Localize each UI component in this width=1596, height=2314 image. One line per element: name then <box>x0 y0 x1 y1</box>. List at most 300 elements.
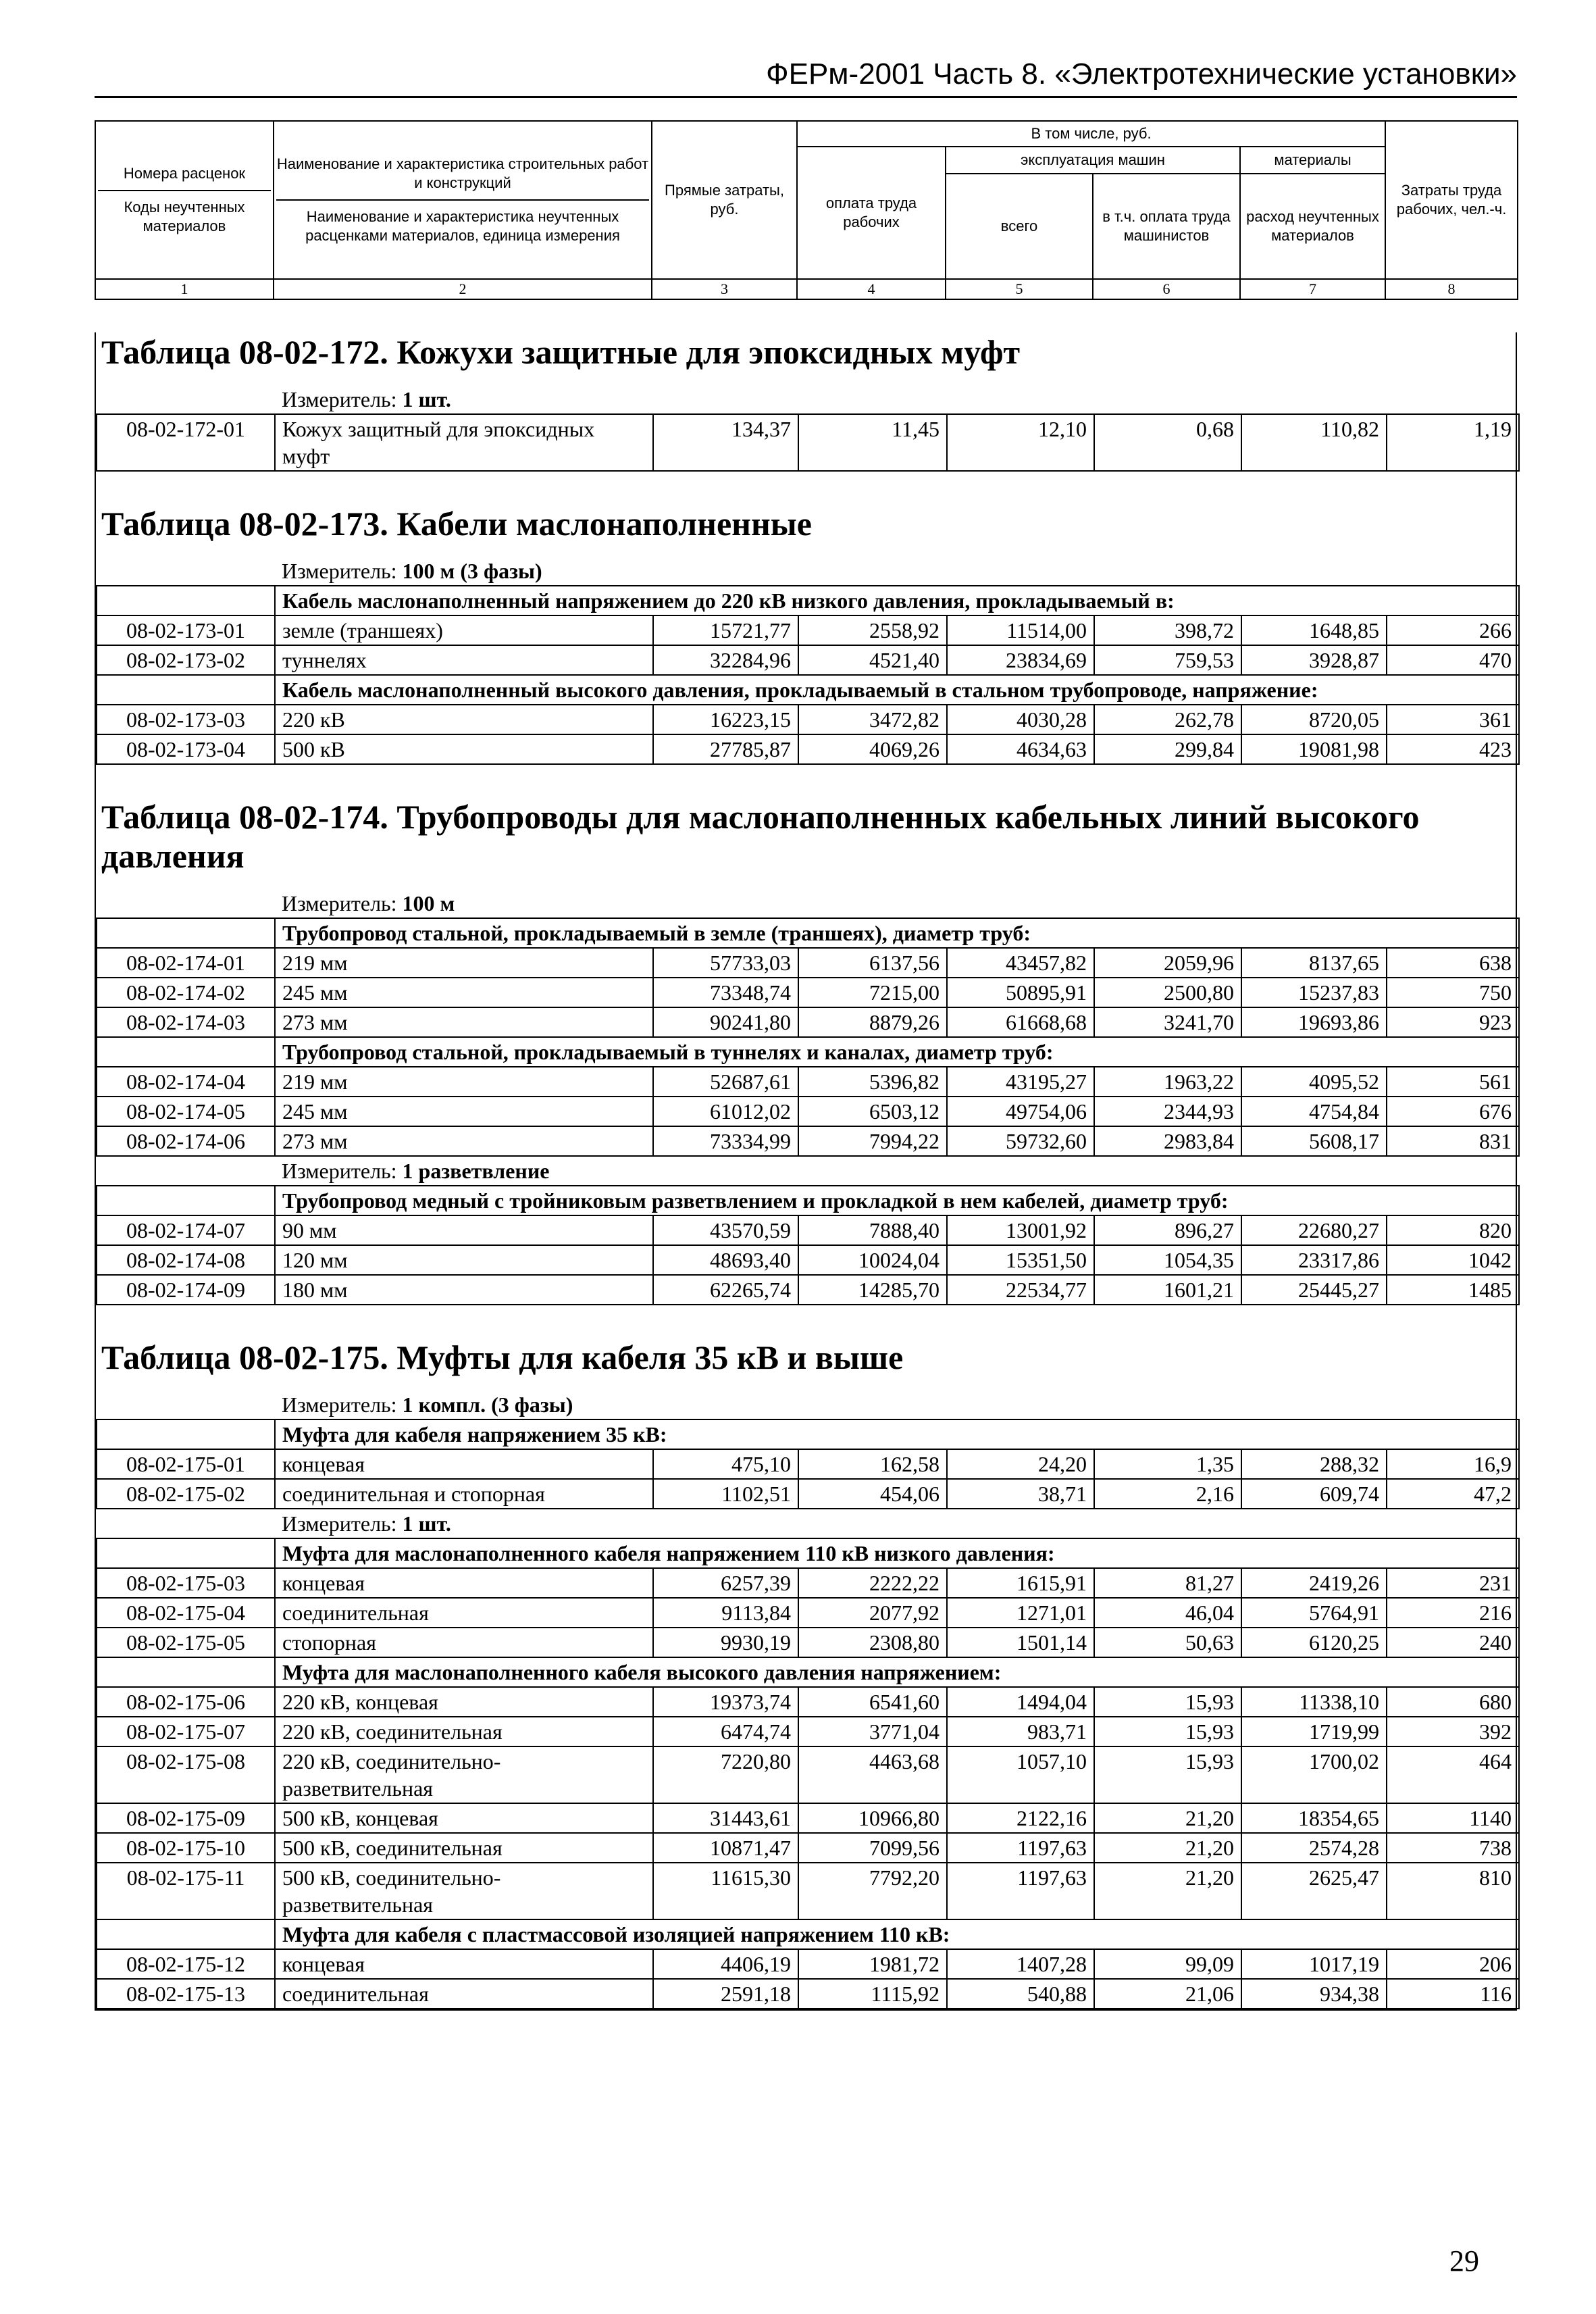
rate-code: 08-02-173-04 <box>97 734 275 764</box>
work-name: соединительная <box>275 1979 653 2009</box>
work-name: 120 мм <box>275 1245 653 1275</box>
cost-value: 12,10 <box>947 414 1094 471</box>
cost-value: 1407,28 <box>947 1949 1094 1979</box>
rate-code: 08-02-175-12 <box>97 1949 275 1979</box>
col-header-2: Наименование и характеристика строительных работ и конструкций Наименование и характеристика неучтенных расценками материалов, единица измерения <box>274 121 652 279</box>
cost-value: 116 <box>1387 1979 1519 2009</box>
rates-table <box>96 1390 1520 2009</box>
cost-value: 43195,27 <box>947 1067 1094 1097</box>
cost-value: 1601,21 <box>1094 1275 1241 1305</box>
cost-value: 21,20 <box>1094 1833 1241 1863</box>
group-spacer <box>97 1538 275 1568</box>
rate-code: 08-02-174-01 <box>97 948 275 978</box>
cost-value: 398,72 <box>1094 615 1241 645</box>
cost-value: 7888,40 <box>798 1215 947 1245</box>
cost-value: 3241,70 <box>1094 1007 1241 1037</box>
cost-value: 1615,91 <box>947 1568 1094 1598</box>
cost-value: 1,35 <box>1094 1449 1241 1479</box>
cost-value: 21,20 <box>1094 1803 1241 1833</box>
work-name: 220 кВ, соединительно-разветвительная <box>275 1746 653 1803</box>
table-row <box>97 1097 1519 1126</box>
work-name: стопорная <box>275 1628 653 1657</box>
cost-value: 1700,02 <box>1241 1746 1387 1803</box>
cost-value: 1,19 <box>1387 414 1519 471</box>
cost-value: 262,78 <box>1094 705 1241 734</box>
rate-code: 08-02-174-07 <box>97 1215 275 1245</box>
cost-value: 1981,72 <box>798 1949 947 1979</box>
work-name: 500 кВ <box>275 734 653 764</box>
measure-spacer <box>97 1156 275 1186</box>
group-heading-row <box>97 1037 1519 1067</box>
cost-value: 15,93 <box>1094 1717 1241 1746</box>
cost-value: 4634,63 <box>947 734 1094 764</box>
cost-value: 31443,61 <box>653 1803 798 1833</box>
rate-code: 08-02-172-01 <box>97 414 275 471</box>
cost-value: 52687,61 <box>653 1067 798 1097</box>
measure-unit <box>275 1390 1519 1419</box>
cost-value: 16223,15 <box>653 705 798 734</box>
cost-value: 19373,74 <box>653 1687 798 1717</box>
cost-value: 750 <box>1387 978 1519 1007</box>
cost-value: 231 <box>1387 1568 1519 1598</box>
cost-value: 470 <box>1387 645 1519 675</box>
table-row <box>97 1628 1519 1657</box>
cost-value: 206 <box>1387 1949 1519 1979</box>
measure-value: 1 разветвление <box>402 1159 550 1183</box>
measure-unit <box>275 557 1519 586</box>
cost-value: 8720,05 <box>1241 705 1387 734</box>
cost-value: 1102,51 <box>653 1479 798 1509</box>
col-header-5: всего <box>946 174 1093 279</box>
work-name: земле (траншеях) <box>275 615 653 645</box>
rate-code: 08-02-173-02 <box>97 645 275 675</box>
rate-code: 08-02-175-02 <box>97 1479 275 1509</box>
table-row <box>97 705 1519 734</box>
cost-value: 2558,92 <box>798 615 947 645</box>
cost-value: 6257,39 <box>653 1568 798 1598</box>
cost-value: 454,06 <box>798 1479 947 1509</box>
cost-value: 7215,00 <box>798 978 947 1007</box>
table-row <box>97 645 1519 675</box>
work-name: 273 мм <box>275 1007 653 1037</box>
cost-value: 11615,30 <box>653 1863 798 1919</box>
cost-value: 27785,87 <box>653 734 798 764</box>
group-heading: Муфта для маслонаполненного кабеля напряжением 110 кВ низкого давления: <box>275 1538 1519 1568</box>
cost-value: 11514,00 <box>947 615 1094 645</box>
cost-value: 15237,83 <box>1241 978 1387 1007</box>
cost-value: 8879,26 <box>798 1007 947 1037</box>
cost-value: 934,38 <box>1241 1979 1387 2009</box>
cost-value: 50,63 <box>1094 1628 1241 1657</box>
table-row <box>97 1833 1519 1863</box>
cost-value: 1485 <box>1387 1275 1519 1305</box>
column-header-table <box>95 120 1518 300</box>
rate-code: 08-02-174-02 <box>97 978 275 1007</box>
cost-value: 11338,10 <box>1241 1687 1387 1717</box>
cost-value: 61668,68 <box>947 1007 1094 1037</box>
work-name: 220 кВ, концевая <box>275 1687 653 1717</box>
col-header-1: Номера расценок Коды неучтенных материалов <box>95 121 274 279</box>
cost-value: 3771,04 <box>798 1717 947 1746</box>
cost-value: 2983,84 <box>1094 1126 1241 1156</box>
measure-value: 1 компл. (3 фазы) <box>402 1392 573 1417</box>
page-number: 29 <box>1449 2244 1479 2278</box>
cost-value: 15,93 <box>1094 1687 1241 1717</box>
table-row <box>97 948 1519 978</box>
rate-code: 08-02-174-04 <box>97 1067 275 1097</box>
group-heading-row <box>97 918 1519 948</box>
measure-spacer <box>97 385 275 414</box>
cost-value: 738 <box>1387 1833 1519 1863</box>
cost-value: 2344,93 <box>1094 1097 1241 1126</box>
cost-value: 24,20 <box>947 1449 1094 1479</box>
cost-value: 19081,98 <box>1241 734 1387 764</box>
cost-value: 10871,47 <box>653 1833 798 1863</box>
table-row <box>97 1067 1519 1097</box>
work-name: соединительная и стопорная <box>275 1479 653 1509</box>
cost-value: 134,37 <box>653 414 798 471</box>
cost-value: 1115,92 <box>798 1979 947 2009</box>
col-number: 6 <box>1093 279 1240 299</box>
col-number: 7 <box>1240 279 1385 299</box>
rate-code: 08-02-173-03 <box>97 705 275 734</box>
cost-value: 57733,03 <box>653 948 798 978</box>
cost-value: 6120,25 <box>1241 1628 1387 1657</box>
cost-value: 1501,14 <box>947 1628 1094 1657</box>
work-name: 219 мм <box>275 1067 653 1097</box>
cost-value: 983,71 <box>947 1717 1094 1746</box>
cost-value: 49754,06 <box>947 1097 1094 1126</box>
cost-value: 1042 <box>1387 1245 1519 1275</box>
cost-value: 62265,74 <box>653 1275 798 1305</box>
price-table-section <box>96 332 1516 472</box>
cost-value: 2122,16 <box>947 1803 1094 1833</box>
col-number: 5 <box>946 279 1093 299</box>
cost-value: 2222,22 <box>798 1568 947 1598</box>
col-number: 2 <box>274 279 652 299</box>
col-header-incl: В том числе, руб. <box>797 121 1385 147</box>
group-heading: Трубопровод медный с тройниковым разветвлением и прокладкой в нем кабелей, диаметр труб: <box>275 1186 1519 1215</box>
cost-value: 4095,52 <box>1241 1067 1387 1097</box>
rate-code: 08-02-174-09 <box>97 1275 275 1305</box>
cost-value: 609,74 <box>1241 1479 1387 1509</box>
cost-value: 464 <box>1387 1746 1519 1803</box>
group-heading: Трубопровод стальной, прокладываемый в туннелях и каналах, диаметр труб: <box>275 1037 1519 1067</box>
table-row <box>97 1007 1519 1037</box>
measure-label: Измеритель: <box>282 559 397 583</box>
group-heading: Муфта для кабеля с пластмассовой изоляцией напряжением 110 кВ: <box>275 1919 1519 1949</box>
cost-value: 540,88 <box>947 1979 1094 2009</box>
price-table-section <box>96 1338 1516 2009</box>
group-heading-row <box>97 1919 1519 1949</box>
cost-value: 831 <box>1387 1126 1519 1156</box>
group-heading-row <box>97 1186 1519 1215</box>
work-name: 219 мм <box>275 948 653 978</box>
cost-value: 6474,74 <box>653 1717 798 1746</box>
measure-unit-row <box>97 1390 1519 1419</box>
table-title: Таблица 08-02-174. Трубопроводы для маслонаполненных кабельных линий высокого давления <box>101 798 1420 875</box>
cost-value: 2591,18 <box>653 1979 798 2009</box>
col-header-machines: эксплуатация машин <box>946 147 1240 174</box>
cost-value: 299,84 <box>1094 734 1241 764</box>
table-row <box>97 1803 1519 1833</box>
cost-value: 3928,87 <box>1241 645 1387 675</box>
col-header-8: Затраты труда рабочих, чел.-ч. <box>1385 121 1518 279</box>
cost-value: 240 <box>1387 1628 1519 1657</box>
group-heading: Муфта для кабеля напряжением 35 кВ: <box>275 1419 1519 1449</box>
cost-value: 7994,22 <box>798 1126 947 1156</box>
cost-value: 32284,96 <box>653 645 798 675</box>
rate-code: 08-02-175-05 <box>97 1628 275 1657</box>
cost-value: 16,9 <box>1387 1449 1519 1479</box>
measure-spacer <box>97 557 275 586</box>
group-heading-row <box>97 586 1519 615</box>
table-row <box>97 1687 1519 1717</box>
cost-value: 99,09 <box>1094 1949 1241 1979</box>
rate-code: 08-02-174-05 <box>97 1097 275 1126</box>
table-row <box>97 1449 1519 1479</box>
cost-value: 5764,91 <box>1241 1598 1387 1628</box>
col-header-6: в т.ч. оплата труда машинистов <box>1093 174 1240 279</box>
cost-value: 810 <box>1387 1863 1519 1919</box>
measure-unit-row <box>97 385 1519 414</box>
measure-label: Измеритель: <box>282 1511 397 1536</box>
cost-value: 392 <box>1387 1717 1519 1746</box>
cost-value: 1017,19 <box>1241 1949 1387 1979</box>
cost-value: 680 <box>1387 1687 1519 1717</box>
cost-value: 2077,92 <box>798 1598 947 1628</box>
cost-value: 1197,63 <box>947 1863 1094 1919</box>
work-name: 273 мм <box>275 1126 653 1156</box>
table-row <box>97 1245 1519 1275</box>
table-row <box>97 978 1519 1007</box>
col-number: 4 <box>797 279 946 299</box>
cost-value: 9930,19 <box>653 1628 798 1657</box>
cost-value: 7099,56 <box>798 1833 947 1863</box>
rate-code: 08-02-174-06 <box>97 1126 275 1156</box>
cost-value: 1271,01 <box>947 1598 1094 1628</box>
work-name: 220 кВ, соединительная <box>275 1717 653 1746</box>
measure-value: 100 м <box>402 891 455 915</box>
rate-code: 08-02-175-08 <box>97 1746 275 1803</box>
measure-unit <box>275 1156 1519 1186</box>
cost-value: 1963,22 <box>1094 1067 1241 1097</box>
cost-value: 15351,50 <box>947 1245 1094 1275</box>
cost-value: 9113,84 <box>653 1598 798 1628</box>
cost-value: 1057,10 <box>947 1746 1094 1803</box>
rate-code: 08-02-174-08 <box>97 1245 275 1275</box>
cost-value: 6541,60 <box>798 1687 947 1717</box>
work-name: 500 кВ, соединительная <box>275 1833 653 1863</box>
cost-value: 162,58 <box>798 1449 947 1479</box>
table-row <box>97 1949 1519 1979</box>
column-number-row <box>95 279 1518 299</box>
group-heading-row <box>97 1538 1519 1568</box>
group-spacer <box>97 1657 275 1687</box>
work-name: 220 кВ <box>275 705 653 734</box>
group-heading-row <box>97 1657 1519 1687</box>
group-heading: Трубопровод стальной, прокладываемый в земле (траншеях), диаметр труб: <box>275 918 1519 948</box>
rate-code: 08-02-175-11 <box>97 1863 275 1919</box>
measure-unit <box>275 1509 1519 1538</box>
work-name: концевая <box>275 1949 653 1979</box>
rates-table <box>96 385 1520 472</box>
measure-value: 1 шт. <box>402 387 451 411</box>
table-row <box>97 1126 1519 1156</box>
cost-value: 1054,35 <box>1094 1245 1241 1275</box>
measure-label: Измеритель: <box>282 1159 397 1183</box>
col-number: 8 <box>1385 279 1518 299</box>
group-heading: Кабель маслонаполненный высокого давления, прокладываемый в стальном трубопроводе, напряжение: <box>275 675 1519 705</box>
work-name: Кожух защитный для эпоксидных муфт <box>275 414 653 471</box>
rate-code: 08-02-175-13 <box>97 1979 275 2009</box>
col-number: 3 <box>652 279 797 299</box>
group-spacer <box>97 586 275 615</box>
measure-value: 100 м (3 фазы) <box>402 559 542 583</box>
cost-value: 923 <box>1387 1007 1519 1037</box>
cost-value: 0,68 <box>1094 414 1241 471</box>
cost-value: 6503,12 <box>798 1097 947 1126</box>
rate-code: 08-02-175-01 <box>97 1449 275 1479</box>
cost-value: 6137,56 <box>798 948 947 978</box>
group-heading-row <box>97 675 1519 705</box>
cost-value: 638 <box>1387 948 1519 978</box>
col-header-3: Прямые затраты, руб. <box>652 121 797 279</box>
cost-value: 1719,99 <box>1241 1717 1387 1746</box>
cost-value: 81,27 <box>1094 1568 1241 1598</box>
cost-value: 18354,65 <box>1241 1803 1387 1833</box>
cost-value: 2419,26 <box>1241 1568 1387 1598</box>
cost-value: 820 <box>1387 1215 1519 1245</box>
cost-value: 4463,68 <box>798 1746 947 1803</box>
cost-value: 23834,69 <box>947 645 1094 675</box>
cost-value: 676 <box>1387 1097 1519 1126</box>
col-header-7: расход неучтенных материалов <box>1240 174 1385 279</box>
price-tables <box>95 332 1517 2011</box>
cost-value: 59732,60 <box>947 1126 1094 1156</box>
work-name: 245 мм <box>275 978 653 1007</box>
cost-value: 22534,77 <box>947 1275 1094 1305</box>
measure-label: Измеритель: <box>282 891 397 915</box>
measure-unit-row <box>97 889 1519 918</box>
cost-value: 21,06 <box>1094 1979 1241 2009</box>
group-heading: Муфта для маслонаполненного кабеля высокого давления напряжением: <box>275 1657 1519 1687</box>
cost-value: 21,20 <box>1094 1863 1241 1919</box>
measure-spacer <box>97 1509 275 1538</box>
cost-value: 15721,77 <box>653 615 798 645</box>
cost-value: 47,2 <box>1387 1479 1519 1509</box>
rate-code: 08-02-175-10 <box>97 1833 275 1863</box>
work-name: концевая <box>275 1568 653 1598</box>
cost-value: 7792,20 <box>798 1863 947 1919</box>
cost-value: 7220,80 <box>653 1746 798 1803</box>
group-spacer <box>97 675 275 705</box>
cost-value: 14285,70 <box>798 1275 947 1305</box>
cost-value: 2308,80 <box>798 1628 947 1657</box>
cost-value: 38,71 <box>947 1479 1094 1509</box>
work-name: 500 кВ, концевая <box>275 1803 653 1833</box>
cost-value: 1648,85 <box>1241 615 1387 645</box>
cost-value: 5608,17 <box>1241 1126 1387 1156</box>
measure-spacer <box>97 889 275 918</box>
cost-value: 266 <box>1387 615 1519 645</box>
cost-value: 3472,82 <box>798 705 947 734</box>
content <box>95 120 1517 2011</box>
cost-value: 110,82 <box>1241 414 1387 471</box>
work-name: 90 мм <box>275 1215 653 1245</box>
table-row <box>97 1598 1519 1628</box>
cost-value: 10966,80 <box>798 1803 947 1833</box>
price-table-section <box>96 504 1516 765</box>
rate-code: 08-02-175-03 <box>97 1568 275 1598</box>
col-header-materials: материалы <box>1240 147 1385 174</box>
cost-value: 361 <box>1387 705 1519 734</box>
cost-value: 1494,04 <box>947 1687 1094 1717</box>
cost-value: 48693,40 <box>653 1245 798 1275</box>
group-spacer <box>97 1037 275 1067</box>
table-title: Таблица 08-02-173. Кабели маслонаполненные <box>101 505 812 543</box>
table-row <box>97 1746 1519 1803</box>
cost-value: 561 <box>1387 1067 1519 1097</box>
measure-label: Измеритель: <box>282 387 397 411</box>
cost-value: 22680,27 <box>1241 1215 1387 1245</box>
cost-value: 43457,82 <box>947 948 1094 978</box>
cost-value: 4069,26 <box>798 734 947 764</box>
rate-code: 08-02-175-04 <box>97 1598 275 1628</box>
cost-value: 216 <box>1387 1598 1519 1628</box>
table-row <box>97 414 1519 471</box>
cost-value: 4521,40 <box>798 645 947 675</box>
rate-code: 08-02-174-03 <box>97 1007 275 1037</box>
rate-code: 08-02-173-01 <box>97 615 275 645</box>
table-row <box>97 1979 1519 2009</box>
cost-value: 896,27 <box>1094 1215 1241 1245</box>
measure-unit-row <box>97 1509 1519 1538</box>
work-name: концевая <box>275 1449 653 1479</box>
cost-value: 10024,04 <box>798 1245 947 1275</box>
work-name: 180 мм <box>275 1275 653 1305</box>
work-name: туннелях <box>275 645 653 675</box>
cost-value: 2574,28 <box>1241 1833 1387 1863</box>
rate-code: 08-02-175-09 <box>97 1803 275 1833</box>
cost-value: 1197,63 <box>947 1833 1094 1863</box>
cost-value: 73348,74 <box>653 978 798 1007</box>
measure-unit-row <box>97 1156 1519 1186</box>
cost-value: 4030,28 <box>947 705 1094 734</box>
table-row <box>97 1568 1519 1598</box>
cost-value: 25445,27 <box>1241 1275 1387 1305</box>
cost-value: 11,45 <box>798 414 947 471</box>
cost-value: 19693,86 <box>1241 1007 1387 1037</box>
rates-table <box>96 889 1520 1305</box>
cost-value: 23317,86 <box>1241 1245 1387 1275</box>
cost-value: 61012,02 <box>653 1097 798 1126</box>
cost-value: 90241,80 <box>653 1007 798 1037</box>
rate-code: 08-02-175-06 <box>97 1687 275 1717</box>
group-heading-row <box>97 1419 1519 1449</box>
table-row <box>97 1275 1519 1305</box>
table-title: Таблица 08-02-172. Кожухи защитные для эпоксидных муфт <box>101 333 1021 371</box>
cost-value: 46,04 <box>1094 1598 1241 1628</box>
cost-value: 2625,47 <box>1241 1863 1387 1919</box>
cost-value: 4754,84 <box>1241 1097 1387 1126</box>
cost-value: 759,53 <box>1094 645 1241 675</box>
cost-value: 4406,19 <box>653 1949 798 1979</box>
cost-value: 288,32 <box>1241 1449 1387 1479</box>
group-spacer <box>97 1919 275 1949</box>
cost-value: 43570,59 <box>653 1215 798 1245</box>
rates-table <box>96 557 1520 765</box>
